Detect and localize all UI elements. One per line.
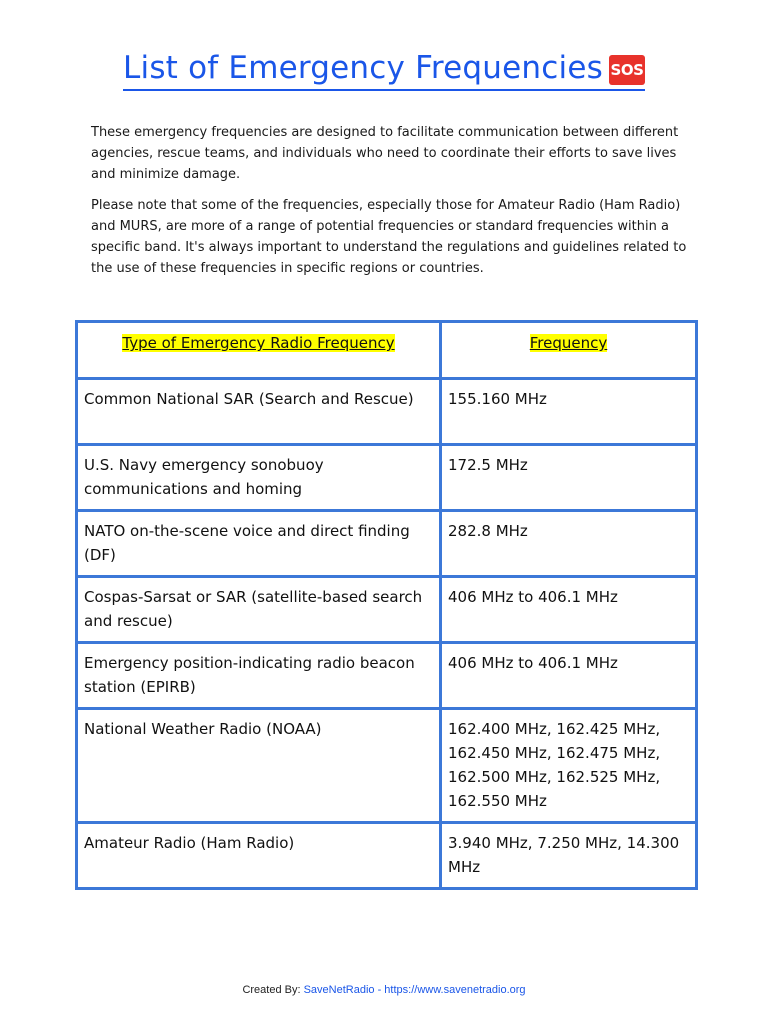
cell-type: Cospas-Sarsat or SAR (satellite-based search and rescue) — [77, 577, 441, 643]
title-container — [0, 48, 768, 91]
table-row — [77, 445, 697, 511]
sos-icon: SOS — [609, 55, 645, 85]
intro-paragraph: Please note that some of the frequencies, especially those for Amateur Radio (Ham Radio) and MURS, are more of a range of potential frequencies or standard frequencies within a specific band. It's always important to understand the regulations and guidelines related to the use of these frequencies in specific regions or countries. — [91, 198, 687, 276]
cell-type: Amateur Radio (Ham Radio) — [77, 823, 441, 889]
cell-frequency: 155.160 MHz — [441, 379, 697, 445]
cell-type: NATO on-the-scene voice and direct finding (DF) — [77, 511, 441, 577]
page-title-text: List of Emergency Frequencies — [123, 50, 603, 86]
header-cell-frequency — [441, 322, 697, 379]
table-row — [77, 709, 697, 823]
cell-frequency: 406 MHz to 406.1 MHz — [441, 577, 697, 643]
intro-paragraph: These emergency frequencies are designed to facilitate communication between different agencies, rescue teams, and individuals who need to coordinate their efforts to save lives and minimize damage. — [91, 125, 679, 182]
table-header-row — [77, 322, 697, 379]
cell-frequency: 162.400 MHz, 162.425 MHz, 162.450 MHz, 162.475 MHz, 162.500 MHz, 162.525 MHz, 162.550 MHz — [441, 709, 697, 823]
cell-frequency: 172.5 MHz — [441, 445, 697, 511]
header-type-label: Type of Emergency Radio Frequency — [122, 334, 395, 352]
table-row — [77, 823, 697, 889]
table-row — [77, 643, 697, 709]
header-frequency-label: Frequency — [529, 334, 608, 352]
footer-link[interactable]: SaveNetRadio - https://www.savenetradio.org — [303, 984, 526, 996]
intro-text — [91, 122, 691, 289]
cell-type: National Weather Radio (NOAA) — [77, 709, 441, 823]
cell-type: Emergency position-indicating radio beacon station (EPIRB) — [77, 643, 441, 709]
table-row — [77, 379, 697, 445]
table-row — [77, 577, 697, 643]
cell-type: Common National SAR (Search and Rescue) — [77, 379, 441, 445]
frequency-table — [75, 320, 698, 890]
cell-type: U.S. Navy emergency sonobuoy communications and homing — [77, 445, 441, 511]
footer-prefix: Created By: — [242, 984, 304, 996]
page-title — [123, 48, 645, 91]
cell-frequency: 282.8 MHz — [441, 511, 697, 577]
cell-frequency: 3.940 MHz, 7.250 MHz, 14.300 MHz — [441, 823, 697, 889]
cell-frequency: 406 MHz to 406.1 MHz — [441, 643, 697, 709]
table-row — [77, 511, 697, 577]
header-cell-type — [77, 322, 441, 379]
footer — [0, 984, 768, 996]
